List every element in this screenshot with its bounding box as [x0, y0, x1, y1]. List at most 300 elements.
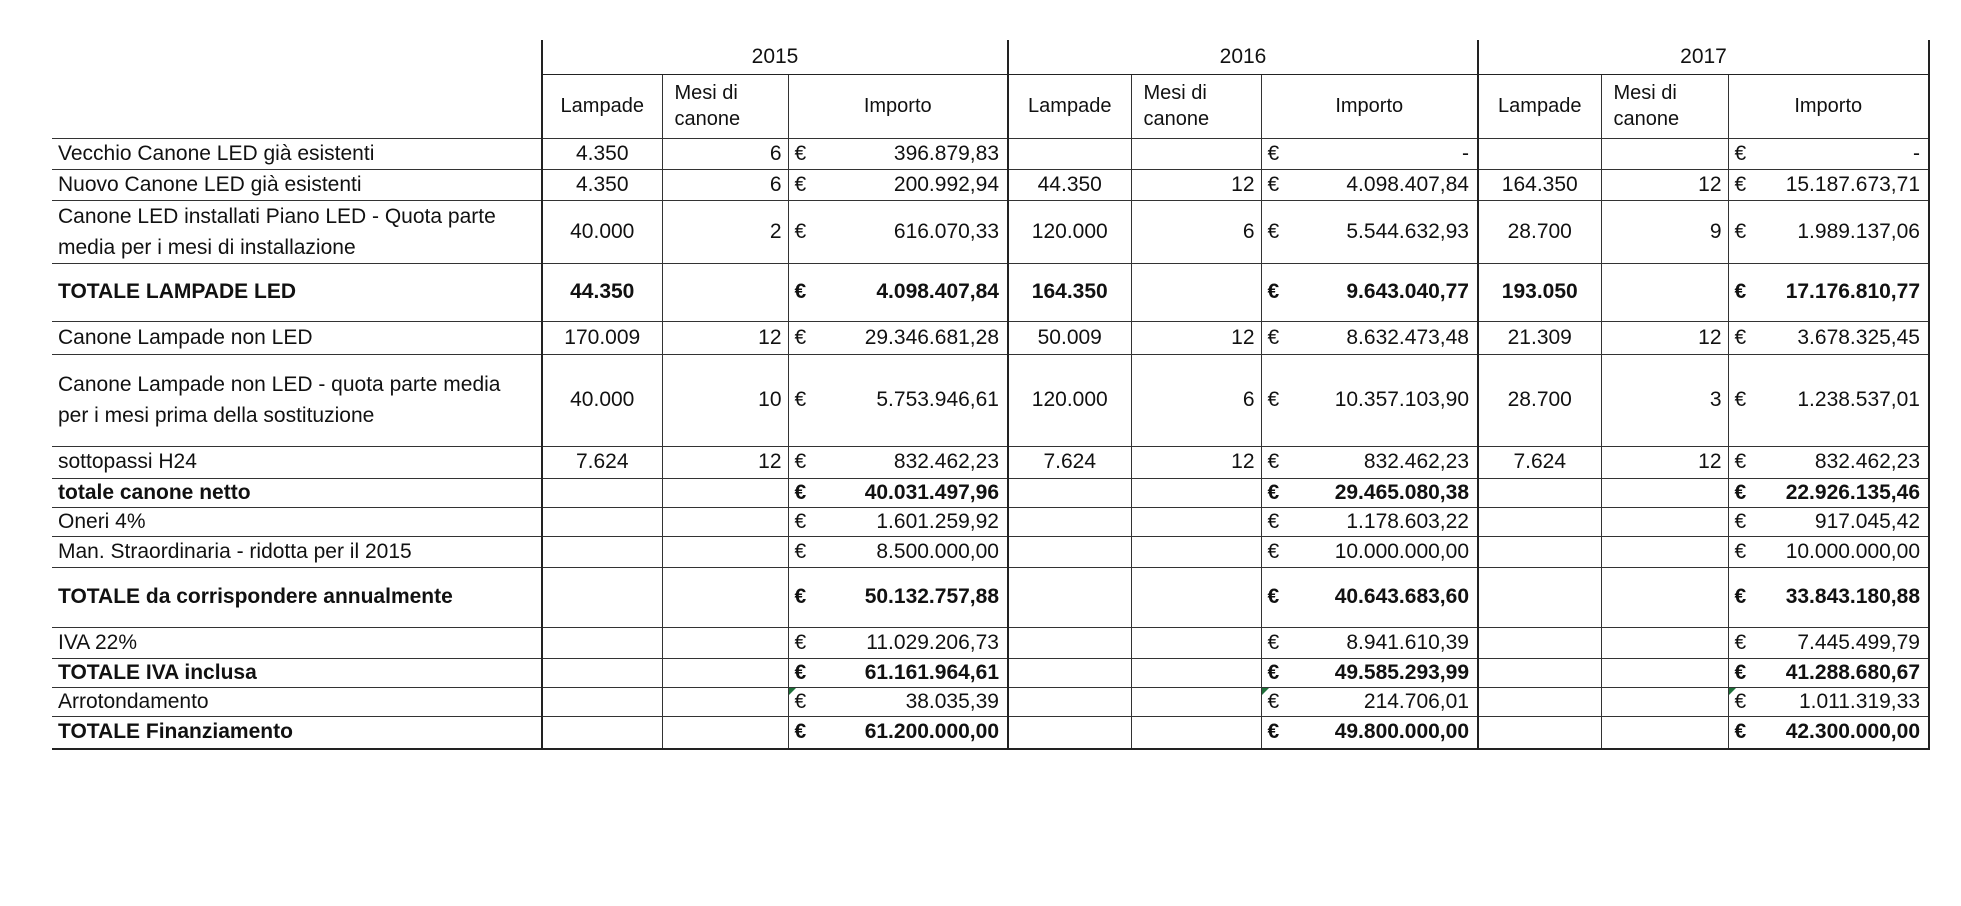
lampade-cell: 170.009	[542, 321, 662, 354]
importo-value	[1735, 142, 1923, 166]
importo-amount: 8.941.610,39	[1346, 630, 1469, 654]
importo-amount: 1.178.603,22	[1346, 509, 1469, 533]
lampade-cell	[1008, 478, 1131, 507]
mesi-cell	[1131, 507, 1261, 536]
row-label: sottopassi H24	[58, 450, 197, 473]
euro-symbol: €	[1267, 585, 1280, 608]
mesi-cell: 12	[662, 321, 788, 354]
importo-value	[1268, 280, 1472, 304]
importo-cell	[788, 658, 1008, 687]
importo-cell	[1261, 446, 1478, 478]
lampade-cell	[1008, 658, 1131, 687]
importo-value	[795, 280, 1002, 304]
importo-value	[1268, 388, 1472, 412]
euro-symbol: €	[1267, 141, 1280, 165]
importo-value	[795, 450, 1002, 474]
euro-symbol: €	[1734, 480, 1747, 504]
lampade-cell: 4.350	[542, 138, 662, 169]
mesi-cell	[1601, 716, 1728, 749]
importo-amount: 1.989.137,06	[1797, 219, 1920, 243]
euro-symbol: €	[794, 720, 807, 744]
importo-cell	[1261, 627, 1478, 658]
euro-symbol: €	[1267, 509, 1280, 533]
mesi-cell	[1601, 507, 1728, 536]
mesi-cell	[1601, 627, 1728, 658]
euro-symbol: €	[1734, 689, 1747, 713]
importo-cell	[1728, 169, 1929, 200]
euro-symbol: €	[794, 480, 807, 504]
table-row	[52, 446, 1929, 478]
importo-cell	[1261, 478, 1478, 507]
euro-symbol: €	[794, 280, 807, 303]
lampade-cell	[1008, 567, 1131, 627]
year-header-2016: 2016	[1008, 40, 1478, 74]
importo-cell	[1261, 321, 1478, 354]
importo-value	[1268, 585, 1472, 609]
mesi-cell	[1131, 138, 1261, 169]
lampade-cell	[542, 658, 662, 687]
importo-amount: 5.753.946,61	[876, 388, 999, 411]
importo-value	[1735, 326, 1923, 350]
importo-cell	[1261, 169, 1478, 200]
importo-amount: -	[1913, 141, 1920, 165]
euro-symbol: €	[1267, 720, 1280, 744]
importo-amount: 7.445.499,79	[1797, 630, 1920, 654]
mesi-cell: 12	[1131, 321, 1261, 354]
mesi-cell: 2	[662, 200, 788, 263]
importo-value	[1735, 690, 1923, 714]
mesi-cell	[662, 263, 788, 321]
euro-symbol: €	[1734, 660, 1747, 684]
importo-cell	[1728, 658, 1929, 687]
importo-cell	[1261, 687, 1478, 716]
importo-value	[795, 661, 1002, 685]
col-header-importo: Importo	[1261, 74, 1478, 138]
table-row	[52, 567, 1929, 627]
lampade-cell: 7.624	[1008, 446, 1131, 478]
importo-amount: 8.500.000,00	[876, 539, 999, 563]
table-row	[52, 478, 1929, 507]
euro-symbol: €	[794, 388, 807, 411]
importo-value	[1735, 280, 1923, 304]
importo-amount: 5.544.632,93	[1346, 219, 1469, 243]
importo-value	[795, 720, 1002, 744]
row-label: Vecchio Canone LED già esistenti	[58, 141, 375, 165]
lampade-cell	[542, 627, 662, 658]
importo-cell	[788, 263, 1008, 321]
euro-symbol: €	[1267, 480, 1280, 504]
corner-cell-2	[52, 74, 542, 138]
euro-symbol: €	[1734, 539, 1747, 563]
importo-amount: 42.300.000,00	[1785, 720, 1920, 744]
mesi-cell	[662, 536, 788, 567]
mesi-cell	[1601, 567, 1728, 627]
euro-symbol: €	[1734, 280, 1747, 303]
importo-cell	[1728, 687, 1929, 716]
lampade-cell	[1478, 627, 1601, 658]
mesi-cell	[1601, 536, 1728, 567]
lampade-cell	[1008, 138, 1131, 169]
lampade-cell	[1008, 536, 1131, 567]
lampade-cell	[1478, 507, 1601, 536]
mesi-cell	[1601, 658, 1728, 687]
euro-symbol: €	[794, 660, 807, 684]
row-label: Arrotondamento	[58, 689, 209, 713]
importo-amount: 1.238.537,01	[1797, 388, 1920, 411]
table-row	[52, 138, 1929, 169]
lampade-cell	[542, 716, 662, 749]
importo-amount: 9.643.040,77	[1346, 280, 1469, 303]
euro-symbol: €	[794, 585, 807, 608]
table-row	[52, 536, 1929, 567]
importo-amount: 40.031.497,96	[864, 480, 999, 504]
mesi-cell: 12	[1131, 446, 1261, 478]
importo-cell	[1261, 354, 1478, 446]
lampade-cell: 44.350	[1008, 169, 1131, 200]
row-label: Oneri 4%	[58, 509, 146, 533]
importo-value	[795, 690, 1002, 714]
lampade-cell: 21.309	[1478, 321, 1601, 354]
importo-amount: 41.288.680,67	[1785, 660, 1920, 684]
mesi-cell: 12	[1601, 321, 1728, 354]
lampade-cell	[1478, 716, 1601, 749]
importo-amount: 832.462,23	[1814, 450, 1920, 473]
lampade-cell	[542, 507, 662, 536]
euro-symbol: €	[794, 689, 807, 713]
importo-cell	[788, 567, 1008, 627]
row-label: Canone Lampade non LED	[58, 325, 313, 349]
table-row	[52, 263, 1929, 321]
mesi-cell	[1601, 263, 1728, 321]
mesi-cell: 12	[1601, 446, 1728, 478]
importo-cell	[788, 687, 1008, 716]
row-label: Canone LED installati Piano LED - Quota parte media per i mesi di installazione	[58, 204, 496, 259]
lampade-cell: 7.624	[1478, 446, 1601, 478]
importo-value	[1735, 631, 1923, 655]
mesi-cell	[1601, 138, 1728, 169]
lampade-cell	[542, 478, 662, 507]
mesi-cell	[662, 507, 788, 536]
importo-amount: 4.098.407,84	[1346, 172, 1469, 196]
importo-cell	[788, 716, 1008, 749]
mesi-cell	[662, 716, 788, 749]
row-label: IVA 22%	[58, 630, 137, 654]
importo-cell	[1728, 567, 1929, 627]
row-label: TOTALE da corrispondere annualmente	[58, 585, 453, 608]
lampade-cell	[1478, 658, 1601, 687]
importo-amount: 17.176.810,77	[1785, 280, 1920, 303]
table-row	[52, 716, 1929, 749]
importo-amount: 50.132.757,88	[864, 585, 999, 608]
lampade-cell: 40.000	[542, 200, 662, 263]
mesi-cell: 12	[662, 446, 788, 478]
col-header-lampade: Lampade	[542, 74, 662, 138]
lampade-cell	[1008, 716, 1131, 749]
mesi-cell	[1131, 478, 1261, 507]
mesi-cell: 9	[1601, 200, 1728, 263]
mesi-cell	[662, 567, 788, 627]
importo-value	[1735, 540, 1923, 564]
importo-value	[795, 481, 1002, 505]
importo-amount: 8.632.473,48	[1346, 325, 1469, 349]
importo-amount: 10.000.000,00	[1334, 539, 1469, 563]
importo-amount: 10.000.000,00	[1785, 539, 1920, 563]
importo-cell	[1728, 536, 1929, 567]
importo-value	[1735, 220, 1923, 244]
lampade-cell	[1008, 627, 1131, 658]
lampade-cell: 193.050	[1478, 263, 1601, 321]
euro-symbol: €	[1734, 219, 1747, 243]
mesi-cell	[1131, 263, 1261, 321]
col-header-lampade: Lampade	[1008, 74, 1131, 138]
importo-value	[1735, 661, 1923, 685]
euro-symbol: €	[1267, 450, 1280, 473]
mesi-cell: 3	[1601, 354, 1728, 446]
column-header-row	[52, 74, 1929, 138]
budget-table	[52, 40, 1930, 750]
importo-value	[1268, 326, 1472, 350]
year-header-row	[52, 40, 1929, 74]
mesi-cell: 6	[1131, 200, 1261, 263]
lampade-cell	[1478, 478, 1601, 507]
euro-symbol: €	[794, 630, 807, 654]
importo-value	[1735, 585, 1923, 609]
col-header-mesi: Mesi di canone	[1601, 74, 1728, 138]
importo-amount: 396.879,83	[893, 141, 999, 165]
importo-cell	[1261, 507, 1478, 536]
mesi-cell	[1601, 687, 1728, 716]
lampade-cell: 28.700	[1478, 200, 1601, 263]
row-label: Canone Lampade non LED - quota parte media per i mesi prima della sostituzione	[58, 373, 501, 427]
importo-value	[1268, 661, 1472, 685]
table-row	[52, 627, 1929, 658]
col-header-importo: Importo	[788, 74, 1008, 138]
corner-cell	[52, 40, 542, 74]
importo-cell	[1261, 658, 1478, 687]
importo-value	[795, 142, 1002, 166]
importo-cell	[1728, 627, 1929, 658]
row-label: Man. Straordinaria - ridotta per il 2015	[58, 539, 412, 563]
euro-symbol: €	[1734, 325, 1747, 349]
importo-amount: 1.601.259,92	[876, 509, 999, 533]
mesi-cell: 12	[1601, 169, 1728, 200]
mesi-cell	[1131, 627, 1261, 658]
importo-cell	[1261, 716, 1478, 749]
importo-value	[1735, 720, 1923, 744]
mesi-cell	[662, 627, 788, 658]
importo-amount: 214.706,01	[1363, 689, 1469, 713]
table-row	[52, 658, 1929, 687]
mesi-cell	[1131, 687, 1261, 716]
importo-amount: 616.070,33	[893, 219, 999, 243]
importo-amount: 22.926.135,46	[1785, 480, 1920, 504]
euro-symbol: €	[1734, 720, 1747, 744]
budget-table-container	[52, 40, 1930, 750]
importo-cell	[1728, 446, 1929, 478]
euro-symbol: €	[794, 141, 807, 165]
importo-value	[1268, 690, 1472, 714]
mesi-cell	[1131, 567, 1261, 627]
euro-symbol: €	[1734, 172, 1747, 196]
mesi-cell	[1131, 658, 1261, 687]
euro-symbol: €	[794, 325, 807, 349]
lampade-cell: 40.000	[542, 354, 662, 446]
mesi-cell: 6	[662, 169, 788, 200]
importo-value	[1735, 388, 1923, 412]
importo-value	[1735, 481, 1923, 505]
euro-symbol: €	[794, 172, 807, 196]
mesi-cell	[662, 478, 788, 507]
importo-cell	[788, 354, 1008, 446]
euro-symbol: €	[1734, 509, 1747, 533]
lampade-cell: 164.350	[1478, 169, 1601, 200]
importo-amount: 832.462,23	[1363, 450, 1469, 473]
euro-symbol: €	[1267, 280, 1280, 303]
importo-amount: 15.187.673,71	[1785, 172, 1920, 196]
importo-value	[795, 631, 1002, 655]
importo-cell	[1728, 478, 1929, 507]
importo-amount: 29.465.080,38	[1334, 480, 1469, 504]
lampade-cell: 44.350	[542, 263, 662, 321]
mesi-cell	[1131, 716, 1261, 749]
col-header-importo: Importo	[1728, 74, 1929, 138]
importo-cell	[1728, 321, 1929, 354]
importo-amount: 49.800.000,00	[1334, 720, 1469, 744]
mesi-cell: 6	[1131, 354, 1261, 446]
importo-amount: 61.161.964,61	[864, 660, 999, 684]
importo-value	[1735, 450, 1923, 474]
mesi-cell	[1601, 478, 1728, 507]
euro-symbol: €	[794, 509, 807, 533]
row-label: Nuovo Canone LED già esistenti	[58, 172, 362, 196]
col-header-mesi: Mesi di canone	[662, 74, 788, 138]
euro-symbol: €	[794, 450, 807, 473]
col-header-mesi: Mesi di canone	[1131, 74, 1261, 138]
euro-symbol: €	[794, 219, 807, 243]
lampade-cell: 28.700	[1478, 354, 1601, 446]
mesi-cell: 6	[662, 138, 788, 169]
importo-amount: 1.011.319,33	[1798, 689, 1920, 713]
importo-cell	[1728, 263, 1929, 321]
importo-value	[1268, 173, 1472, 197]
euro-symbol: €	[1734, 585, 1747, 608]
importo-value	[1268, 481, 1472, 505]
lampade-cell: 7.624	[542, 446, 662, 478]
lampade-cell	[542, 567, 662, 627]
importo-cell	[1261, 536, 1478, 567]
lampade-cell: 164.350	[1008, 263, 1131, 321]
importo-value	[795, 173, 1002, 197]
year-header-2015: 2015	[542, 40, 1008, 74]
lampade-cell	[542, 536, 662, 567]
importo-cell	[1261, 567, 1478, 627]
importo-value	[1268, 720, 1472, 744]
euro-symbol: €	[1267, 630, 1280, 654]
mesi-cell	[1131, 536, 1261, 567]
table-row	[52, 321, 1929, 354]
importo-amount: 40.643.683,60	[1334, 585, 1469, 608]
importo-cell	[788, 536, 1008, 567]
importo-cell	[1728, 507, 1929, 536]
importo-amount: -	[1462, 141, 1469, 165]
euro-symbol: €	[1734, 450, 1747, 473]
importo-amount: 38.035,39	[905, 689, 999, 713]
importo-cell	[1728, 138, 1929, 169]
importo-value	[1268, 142, 1472, 166]
euro-symbol: €	[1267, 388, 1280, 411]
mesi-cell	[662, 658, 788, 687]
table-row	[52, 507, 1929, 536]
importo-value	[795, 326, 1002, 350]
importo-cell	[788, 200, 1008, 263]
table-row	[52, 200, 1929, 263]
euro-symbol: €	[1734, 141, 1747, 165]
euro-symbol: €	[1267, 689, 1280, 713]
importo-amount: 917.045,42	[1814, 509, 1920, 533]
importo-cell	[1728, 354, 1929, 446]
importo-value	[1268, 220, 1472, 244]
importo-amount: 11.029.206,73	[866, 630, 999, 654]
mesi-cell: 10	[662, 354, 788, 446]
importo-value	[795, 388, 1002, 412]
lampade-cell	[1478, 687, 1601, 716]
lampade-cell	[1008, 507, 1131, 536]
importo-cell	[1261, 263, 1478, 321]
importo-value	[1735, 173, 1923, 197]
importo-cell	[788, 478, 1008, 507]
importo-amount: 832.462,23	[893, 450, 999, 473]
importo-amount: 33.843.180,88	[1785, 585, 1920, 608]
table-row	[52, 687, 1929, 716]
euro-symbol: €	[1734, 388, 1747, 411]
importo-amount: 29.346.681,28	[864, 325, 999, 349]
importo-value	[1268, 510, 1472, 534]
importo-amount: 200.992,94	[893, 172, 999, 196]
importo-amount: 3.678.325,45	[1797, 325, 1920, 349]
importo-cell	[788, 446, 1008, 478]
lampade-cell	[1478, 138, 1601, 169]
row-label: TOTALE Finanziamento	[58, 720, 293, 744]
year-header-2017: 2017	[1478, 40, 1929, 74]
mesi-cell	[662, 687, 788, 716]
importo-value	[795, 510, 1002, 534]
row-label: TOTALE IVA inclusa	[58, 660, 257, 684]
euro-symbol: €	[1267, 539, 1280, 563]
importo-cell	[788, 627, 1008, 658]
importo-cell	[788, 138, 1008, 169]
importo-value	[1268, 631, 1472, 655]
mesi-cell: 12	[1131, 169, 1261, 200]
euro-symbol: €	[1267, 172, 1280, 196]
row-label: totale canone netto	[58, 480, 251, 504]
euro-symbol: €	[1734, 630, 1747, 654]
lampade-cell	[1478, 567, 1601, 627]
importo-value	[1268, 540, 1472, 564]
importo-cell	[788, 169, 1008, 200]
lampade-cell	[1478, 536, 1601, 567]
importo-amount: 4.098.407,84	[876, 280, 999, 303]
table-body	[52, 138, 1929, 749]
lampade-cell: 50.009	[1008, 321, 1131, 354]
importo-cell	[1261, 138, 1478, 169]
col-header-lampade: Lampade	[1478, 74, 1601, 138]
row-label: TOTALE LAMPADE LED	[58, 280, 296, 303]
euro-symbol: €	[1267, 660, 1280, 684]
table-row	[52, 169, 1929, 200]
importo-cell	[1728, 716, 1929, 749]
euro-symbol: €	[794, 539, 807, 563]
lampade-cell: 4.350	[542, 169, 662, 200]
